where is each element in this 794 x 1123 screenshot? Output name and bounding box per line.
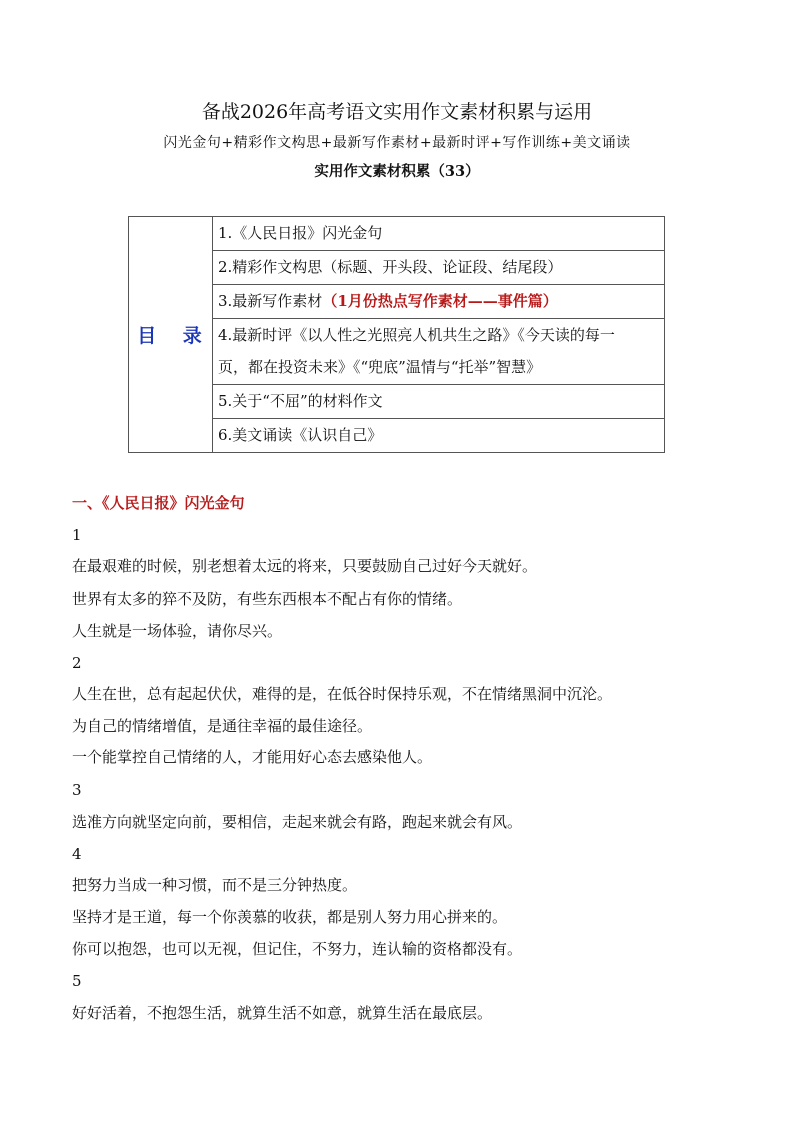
toc-label-cell	[129, 217, 213, 452]
toc-label: 目 录	[137, 325, 212, 347]
toc-item-highlight: （1月份热点写作素材——事件篇）	[322, 292, 558, 310]
toc-item-text-line1: 4.最新时评《以人性之光照亮人机共生之路》《今天读的每一	[218, 326, 615, 344]
toc-item-6[interactable]	[213, 419, 664, 453]
toc-item-text-line2: 页，都在投资未来》《“兜底”温情与“托举”智慧》	[218, 358, 542, 376]
quote-number: 5	[72, 972, 82, 990]
toc-item-text: 2.精彩作文构思（标题、开头段、论证段、结尾段）	[218, 258, 563, 276]
quote-line: 人生就是一场体验，请你尽兴。	[72, 622, 283, 640]
quote-line: 你可以抱怨，也可以无视，但记住，不努力，连认输的资格都没有。	[72, 940, 523, 958]
quote-line: 好好活着，不抱怨生活，就算生活不如意，就算生活在最底层。	[72, 1004, 493, 1022]
toc-item-text: 1.《人民日报》闪光金句	[218, 224, 383, 242]
quote-line: 为自己的情绪增值，是通往幸福的最佳途径。	[72, 717, 373, 735]
quote-line: 选准方向就坚定向前，要相信，走起来就会有路，跑起来就会有风。	[72, 813, 523, 831]
quote-line: 在最艰难的时候，别老想着太远的将来，只要鼓励自己过好今天就好。	[72, 557, 538, 575]
toc-item-2[interactable]	[213, 251, 664, 285]
quote-number: 1	[72, 526, 82, 544]
table-of-contents	[128, 216, 665, 453]
quote-number: 2	[72, 654, 82, 672]
quote-line: 把努力当成一种习惯，而不是三分钟热度。	[72, 876, 358, 894]
document-subtitle: 闪光金句+精彩作文构思+最新写作素材+最新时评+写作训练+美文诵读	[163, 135, 631, 151]
quote-line: 人生在世，总有起起伏伏，难得的是，在低谷时保持乐观，不在情绪黑洞中沉沦。	[72, 685, 613, 703]
quote-line: 世界有太多的猝不及防，有些东西根本不配占有你的情绪。	[72, 590, 463, 608]
toc-item-text: 6.美文诵读《认识自己》	[218, 426, 383, 444]
toc-item-1[interactable]	[213, 217, 664, 251]
toc-items	[213, 217, 664, 452]
quote-number: 3	[72, 781, 82, 799]
issue-title: 实用作文素材积累（33）	[314, 163, 480, 180]
section-heading: 一、《人民日报》闪光金句	[72, 494, 245, 512]
toc-item-text: 3.最新写作素材	[218, 292, 323, 310]
toc-item-5[interactable]	[213, 385, 664, 419]
toc-item-text: 5.关于“不屈”的材料作文	[218, 392, 383, 410]
quote-number: 4	[72, 845, 82, 863]
quote-line: 一个能掌控自己情绪的人，才能用好心态去感染他人。	[72, 748, 433, 766]
document-title: 备战2026年高考语文实用作文素材积累与运用	[201, 101, 593, 123]
toc-item-3[interactable]	[213, 285, 664, 319]
toc-item-4[interactable]	[213, 319, 664, 385]
quote-line: 坚持才是王道，每一个你羡慕的收获，都是别人努力用心拼来的。	[72, 908, 508, 926]
